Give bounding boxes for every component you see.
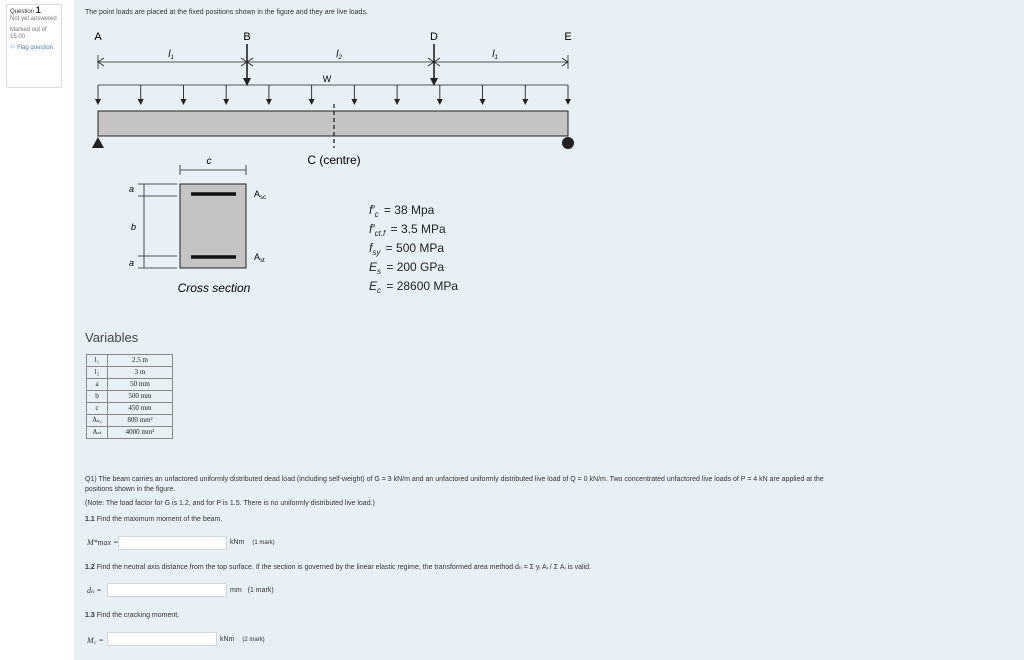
cracking-moment-input[interactable] bbox=[107, 632, 217, 646]
variable-value: 3 m bbox=[108, 367, 173, 379]
span-label-1: $l_1$ bbox=[168, 49, 174, 61]
variables-table bbox=[86, 354, 173, 439]
neutral-axis-input[interactable] bbox=[107, 583, 227, 597]
q1-part3-units bbox=[220, 636, 265, 643]
beam bbox=[98, 111, 568, 136]
side-label-a-bottom: a bbox=[128, 258, 134, 268]
variable-row bbox=[87, 415, 173, 427]
pin-support bbox=[92, 137, 104, 148]
flag-question-label: Flag question bbox=[17, 45, 54, 51]
q1-part3-mark: (2 mark) bbox=[242, 637, 265, 643]
q1-part1-mark: (1 mark) bbox=[252, 540, 275, 546]
variable-row bbox=[87, 403, 173, 415]
beam-figure bbox=[74, 0, 1024, 310]
q1-part2-units bbox=[230, 587, 274, 594]
udl-arrow bbox=[394, 85, 400, 105]
q1-part2-unit: mm bbox=[230, 587, 242, 594]
udl-arrow bbox=[351, 85, 357, 105]
question-content bbox=[74, 0, 1024, 660]
width-label: c bbox=[206, 156, 212, 167]
q1-part1-units bbox=[230, 539, 275, 546]
ast-label: $A_{st}$ bbox=[254, 252, 265, 264]
intro-text: The point loads are placed at the fixed positions shown in the figure and they are live loads. bbox=[85, 9, 368, 16]
q1-part1-text: Find the maximum moment of the beam. bbox=[96, 516, 223, 523]
variable-value: 4000 mm² bbox=[108, 427, 173, 439]
q1-part1-prompt bbox=[85, 516, 222, 523]
variable-row bbox=[87, 379, 173, 391]
property-2: $f_{sy} = 500$ MPa bbox=[369, 241, 445, 257]
udl-label: W bbox=[322, 74, 332, 84]
max-moment-input[interactable] bbox=[118, 536, 227, 550]
depth-dimension bbox=[138, 184, 177, 268]
variables-heading: Variables bbox=[85, 330, 139, 345]
point-label-e: E bbox=[564, 31, 572, 43]
variable-value: 50 mm bbox=[108, 379, 173, 391]
variable-value: 800 mm² bbox=[108, 415, 173, 427]
q1-part3-number: 1.3 bbox=[85, 612, 95, 619]
q1-part2-number: 1.2 bbox=[85, 564, 95, 571]
variable-value: 2.5 m bbox=[108, 355, 173, 367]
q1-text-line1: Q1) The beam carries an unfactored uniformly distributed dead load (including self-weight) of G = 3 kN/m and an unfactored uniformly distributed live load of Q = 0 kN/m. Two concentrated unfactored live loads of P = 4 kN are applied at the bbox=[85, 476, 824, 483]
udl-arrow bbox=[223, 85, 229, 105]
udl-arrow bbox=[266, 85, 272, 105]
roller-support bbox=[562, 137, 574, 149]
property-3: $E_s = 200$ GPa bbox=[369, 260, 445, 276]
point-label-b: B bbox=[243, 31, 251, 43]
cross-section-label: Cross section bbox=[177, 281, 251, 295]
q1-part3-label: M꜀ = bbox=[87, 636, 104, 645]
property-4: $E_c = 28600$ MPa bbox=[369, 279, 459, 295]
point-label-a: A bbox=[94, 31, 102, 43]
variable-name: c bbox=[87, 403, 108, 415]
q1-part2-mark: (1 mark) bbox=[247, 587, 274, 594]
asc-label: $A_{sc}$ bbox=[254, 189, 267, 201]
q1-part2-prompt bbox=[85, 563, 591, 571]
property-0: $f'_c = 38$ Mpa bbox=[369, 203, 435, 219]
variable-name: Aₛₜ bbox=[87, 427, 108, 439]
variable-name: l₂ bbox=[87, 367, 108, 379]
span-label-3: $l_1$ bbox=[492, 49, 498, 61]
udl-arrow bbox=[180, 85, 186, 105]
q1-part3-prompt bbox=[85, 612, 179, 619]
variable-value: 500 mm bbox=[108, 391, 173, 403]
variable-row bbox=[87, 391, 173, 403]
variable-value: 450 mm bbox=[108, 403, 173, 415]
variable-name: b bbox=[87, 391, 108, 403]
material-properties bbox=[369, 203, 458, 295]
q1-part1-number: 1.1 bbox=[85, 516, 95, 523]
udl-arrows bbox=[95, 85, 571, 105]
variable-row bbox=[87, 367, 173, 379]
variable-name: l₁ bbox=[87, 355, 108, 367]
q1-note: (Note: The load factor for G is 1.2, and for P is 1.5. There is no uniformly distributed live load.) bbox=[85, 500, 375, 507]
property-1: $f'_{ct.f} = 3.5$ MPa bbox=[369, 222, 446, 238]
side-label-a-top: a bbox=[128, 184, 134, 194]
udl-arrow bbox=[138, 85, 144, 105]
q1-text bbox=[85, 475, 1020, 495]
q1-part2-label: dₙ = bbox=[87, 586, 102, 595]
variable-row bbox=[87, 427, 173, 439]
question-heading bbox=[10, 7, 58, 16]
q1-part3-text: Find the cracking moment. bbox=[96, 612, 180, 619]
question-info bbox=[6, 4, 62, 88]
q1-part3-unit: kNm bbox=[220, 636, 235, 643]
udl-arrow bbox=[95, 85, 101, 105]
flag-icon: ⚐ bbox=[10, 45, 16, 51]
variable-name: Aₛ꜀ bbox=[87, 415, 108, 427]
question-label: Question bbox=[10, 9, 35, 15]
q1-text-line2: positions shown in the figure. bbox=[85, 486, 176, 493]
flag-question-link[interactable] bbox=[10, 45, 58, 52]
width-dimension bbox=[180, 165, 246, 175]
udl-arrow bbox=[437, 85, 443, 105]
udl-arrow bbox=[309, 85, 315, 105]
q1-part1-unit: kNm bbox=[230, 539, 245, 546]
udl-arrow bbox=[480, 85, 486, 105]
variable-name: a bbox=[87, 379, 108, 391]
question-marks: Marked out of 15.00 bbox=[10, 27, 47, 40]
udl-arrow bbox=[522, 85, 528, 105]
q1-part2-text: Find the neutral axis distance from the top surface. If the section is governed by the linear elastic regime, the transformed area method dₙ = Σ yᵢ Aᵢ / Σ Aᵢ is valid. bbox=[96, 564, 591, 571]
point-label-d: D bbox=[430, 31, 438, 43]
question-number: 1 bbox=[35, 5, 41, 15]
centre-label: C (centre) bbox=[307, 153, 361, 167]
span-label-2: $l_2$ bbox=[336, 49, 342, 61]
variable-row bbox=[87, 355, 173, 367]
question-status: Not yet answered bbox=[10, 16, 57, 22]
udl-arrow bbox=[565, 85, 571, 105]
side-label-b: b bbox=[130, 222, 136, 232]
q1-part1-label: M*max = bbox=[87, 538, 119, 547]
